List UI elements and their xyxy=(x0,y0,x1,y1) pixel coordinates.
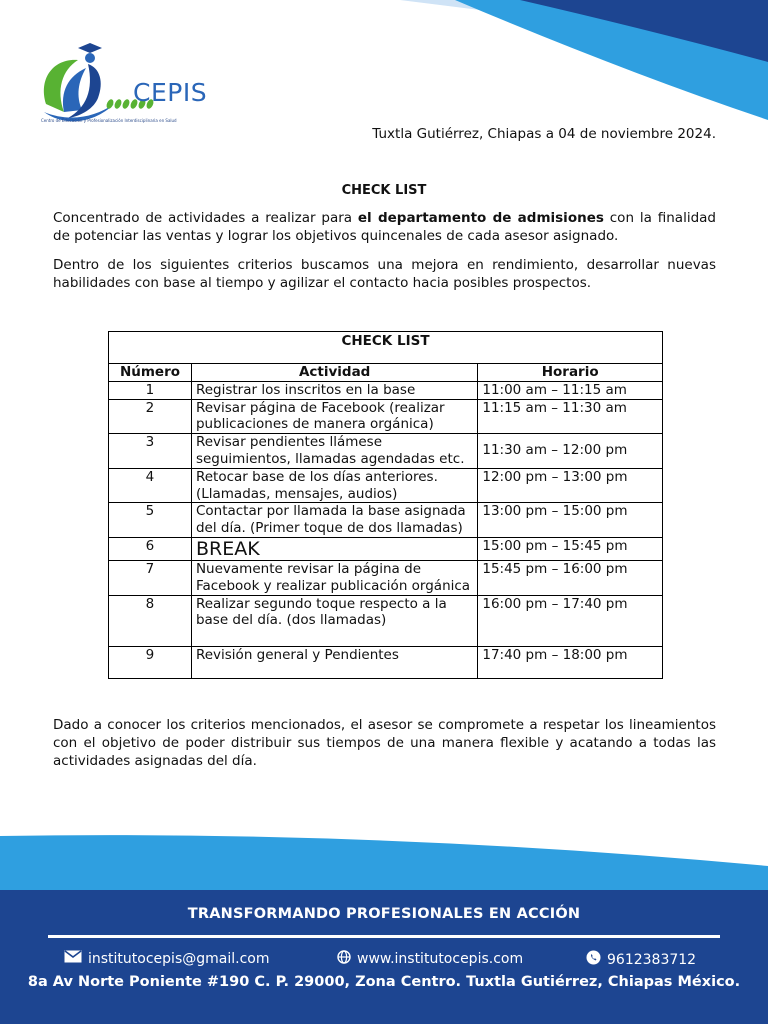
row-schedule: 15:45 pm – 16:00 pm xyxy=(478,560,663,595)
cepis-logo xyxy=(38,38,218,130)
row-schedule: 15:00 pm – 15:45 pm xyxy=(478,537,663,560)
row-number: 1 xyxy=(109,381,192,399)
table-row xyxy=(109,434,663,469)
whatsapp-phone-icon xyxy=(586,950,601,969)
footer-tagline: TRANSFORMANDO PROFESIONALES EN ACCIÓN xyxy=(187,906,581,922)
footer-divider xyxy=(48,935,720,938)
intro-text-bold: el departamento de admisiones xyxy=(357,210,604,226)
table-row xyxy=(109,381,663,399)
table-header-row xyxy=(109,364,663,382)
row-number: 8 xyxy=(109,595,192,646)
row-schedule: 17:40 pm – 18:00 pm xyxy=(478,646,663,678)
row-schedule: 11:00 am – 11:15 am xyxy=(478,381,663,399)
table-row xyxy=(109,595,663,646)
logo-subtitle: Centro de Educación y Profesionalización Interdisciplinaria en Salud xyxy=(41,118,177,123)
row-number: 4 xyxy=(109,468,192,503)
row-number: 5 xyxy=(109,503,192,538)
row-number: 6 xyxy=(109,537,192,560)
criteria-paragraph: Dentro de los siguientes criterios buscamos una mejora en rendimiento, desarrollar nuevas habilidades con base al tiempo y agilizar el contacto hacia posibles prospectos. xyxy=(53,257,716,291)
row-activity: Realizar segundo toque respecto a la base del día. (dos llamadas) xyxy=(191,595,477,646)
row-activity: Revisar pendientes llámese seguimientos, llamadas agendadas etc. xyxy=(191,434,477,469)
row-schedule: 11:30 am – 12:00 pm xyxy=(478,434,663,469)
footer-phone-text[interactable]: 9612383712 xyxy=(607,951,697,968)
table-title-row xyxy=(109,332,663,364)
table-title: CHECK LIST xyxy=(109,332,663,364)
row-activity: Contactar por llamada la base asignada del día. (Primer toque de dos llamadas) xyxy=(191,503,477,538)
intro-text-before: Concentrado de actividades a realizar para xyxy=(53,210,358,226)
table-row xyxy=(109,399,663,434)
closing-paragraph: Dado a conocer los criterios mencionados, el asesor se compromete a respetar los lineamientos con el objetivo de poder distribuir sus tiempos de una manera flexible y acatando a todas las actividades asignadas del día. xyxy=(53,717,716,769)
row-schedule: 13:00 pm – 15:00 pm xyxy=(478,503,663,538)
footer-email-text[interactable]: institutocepis@gmail.com xyxy=(88,950,270,967)
row-number: 2 xyxy=(109,399,192,434)
footer-website-text[interactable]: www.institutocepis.com xyxy=(357,951,524,967)
row-number: 7 xyxy=(109,560,192,595)
row-activity: Revisar página de Facebook (realizar publicaciones de manera orgánica) xyxy=(191,399,477,434)
row-schedule: 16:00 pm – 17:40 pm xyxy=(478,595,663,646)
logo-wordmark: CEPIS xyxy=(133,78,208,107)
table-row xyxy=(109,560,663,595)
row-number: 3 xyxy=(109,434,192,469)
header-schedule: Horario xyxy=(478,364,663,382)
document-title: CHECK LIST xyxy=(341,183,427,198)
header-activity: Actividad xyxy=(191,364,477,382)
table-row xyxy=(109,503,663,538)
footer-phone[interactable] xyxy=(586,950,696,969)
table-row xyxy=(109,537,663,560)
row-activity: Registrar los inscritos en la base xyxy=(191,381,477,399)
intro-paragraph xyxy=(53,209,716,245)
footer-website[interactable] xyxy=(337,950,523,968)
footer-address: 8a Av Norte Poniente #190 C. P. 29000, Zona Centro. Tuxtla Gutiérrez, Chiapas México. xyxy=(27,974,741,990)
row-schedule: 12:00 pm – 13:00 pm xyxy=(478,468,663,503)
footer-email[interactable] xyxy=(64,950,269,967)
row-activity: Nuevamente revisar la página de Facebook y realizar publicación orgánica xyxy=(191,560,477,595)
table-row xyxy=(109,646,663,678)
row-number: 9 xyxy=(109,646,192,678)
row-activity: Retocar base de los días anteriores. (Llamadas, mensajes, audios) xyxy=(191,468,477,503)
envelope-icon xyxy=(64,950,82,967)
row-activity-break: BREAK xyxy=(191,537,477,560)
header-number: Número xyxy=(109,364,192,382)
intro-text-after: con la finalidad de potenciar las ventas y lograr los objetivos quincenales de cada asesor asignado. xyxy=(53,210,716,244)
date-line: Tuxtla Gutiérrez, Chiapas a 04 de noviembre 2024. xyxy=(372,126,716,142)
checklist-table xyxy=(108,331,663,679)
table-row xyxy=(109,468,663,503)
row-schedule: 11:15 am – 11:30 am xyxy=(478,399,663,434)
row-activity: Revisión general y Pendientes xyxy=(191,646,477,678)
globe-icon xyxy=(337,950,351,968)
